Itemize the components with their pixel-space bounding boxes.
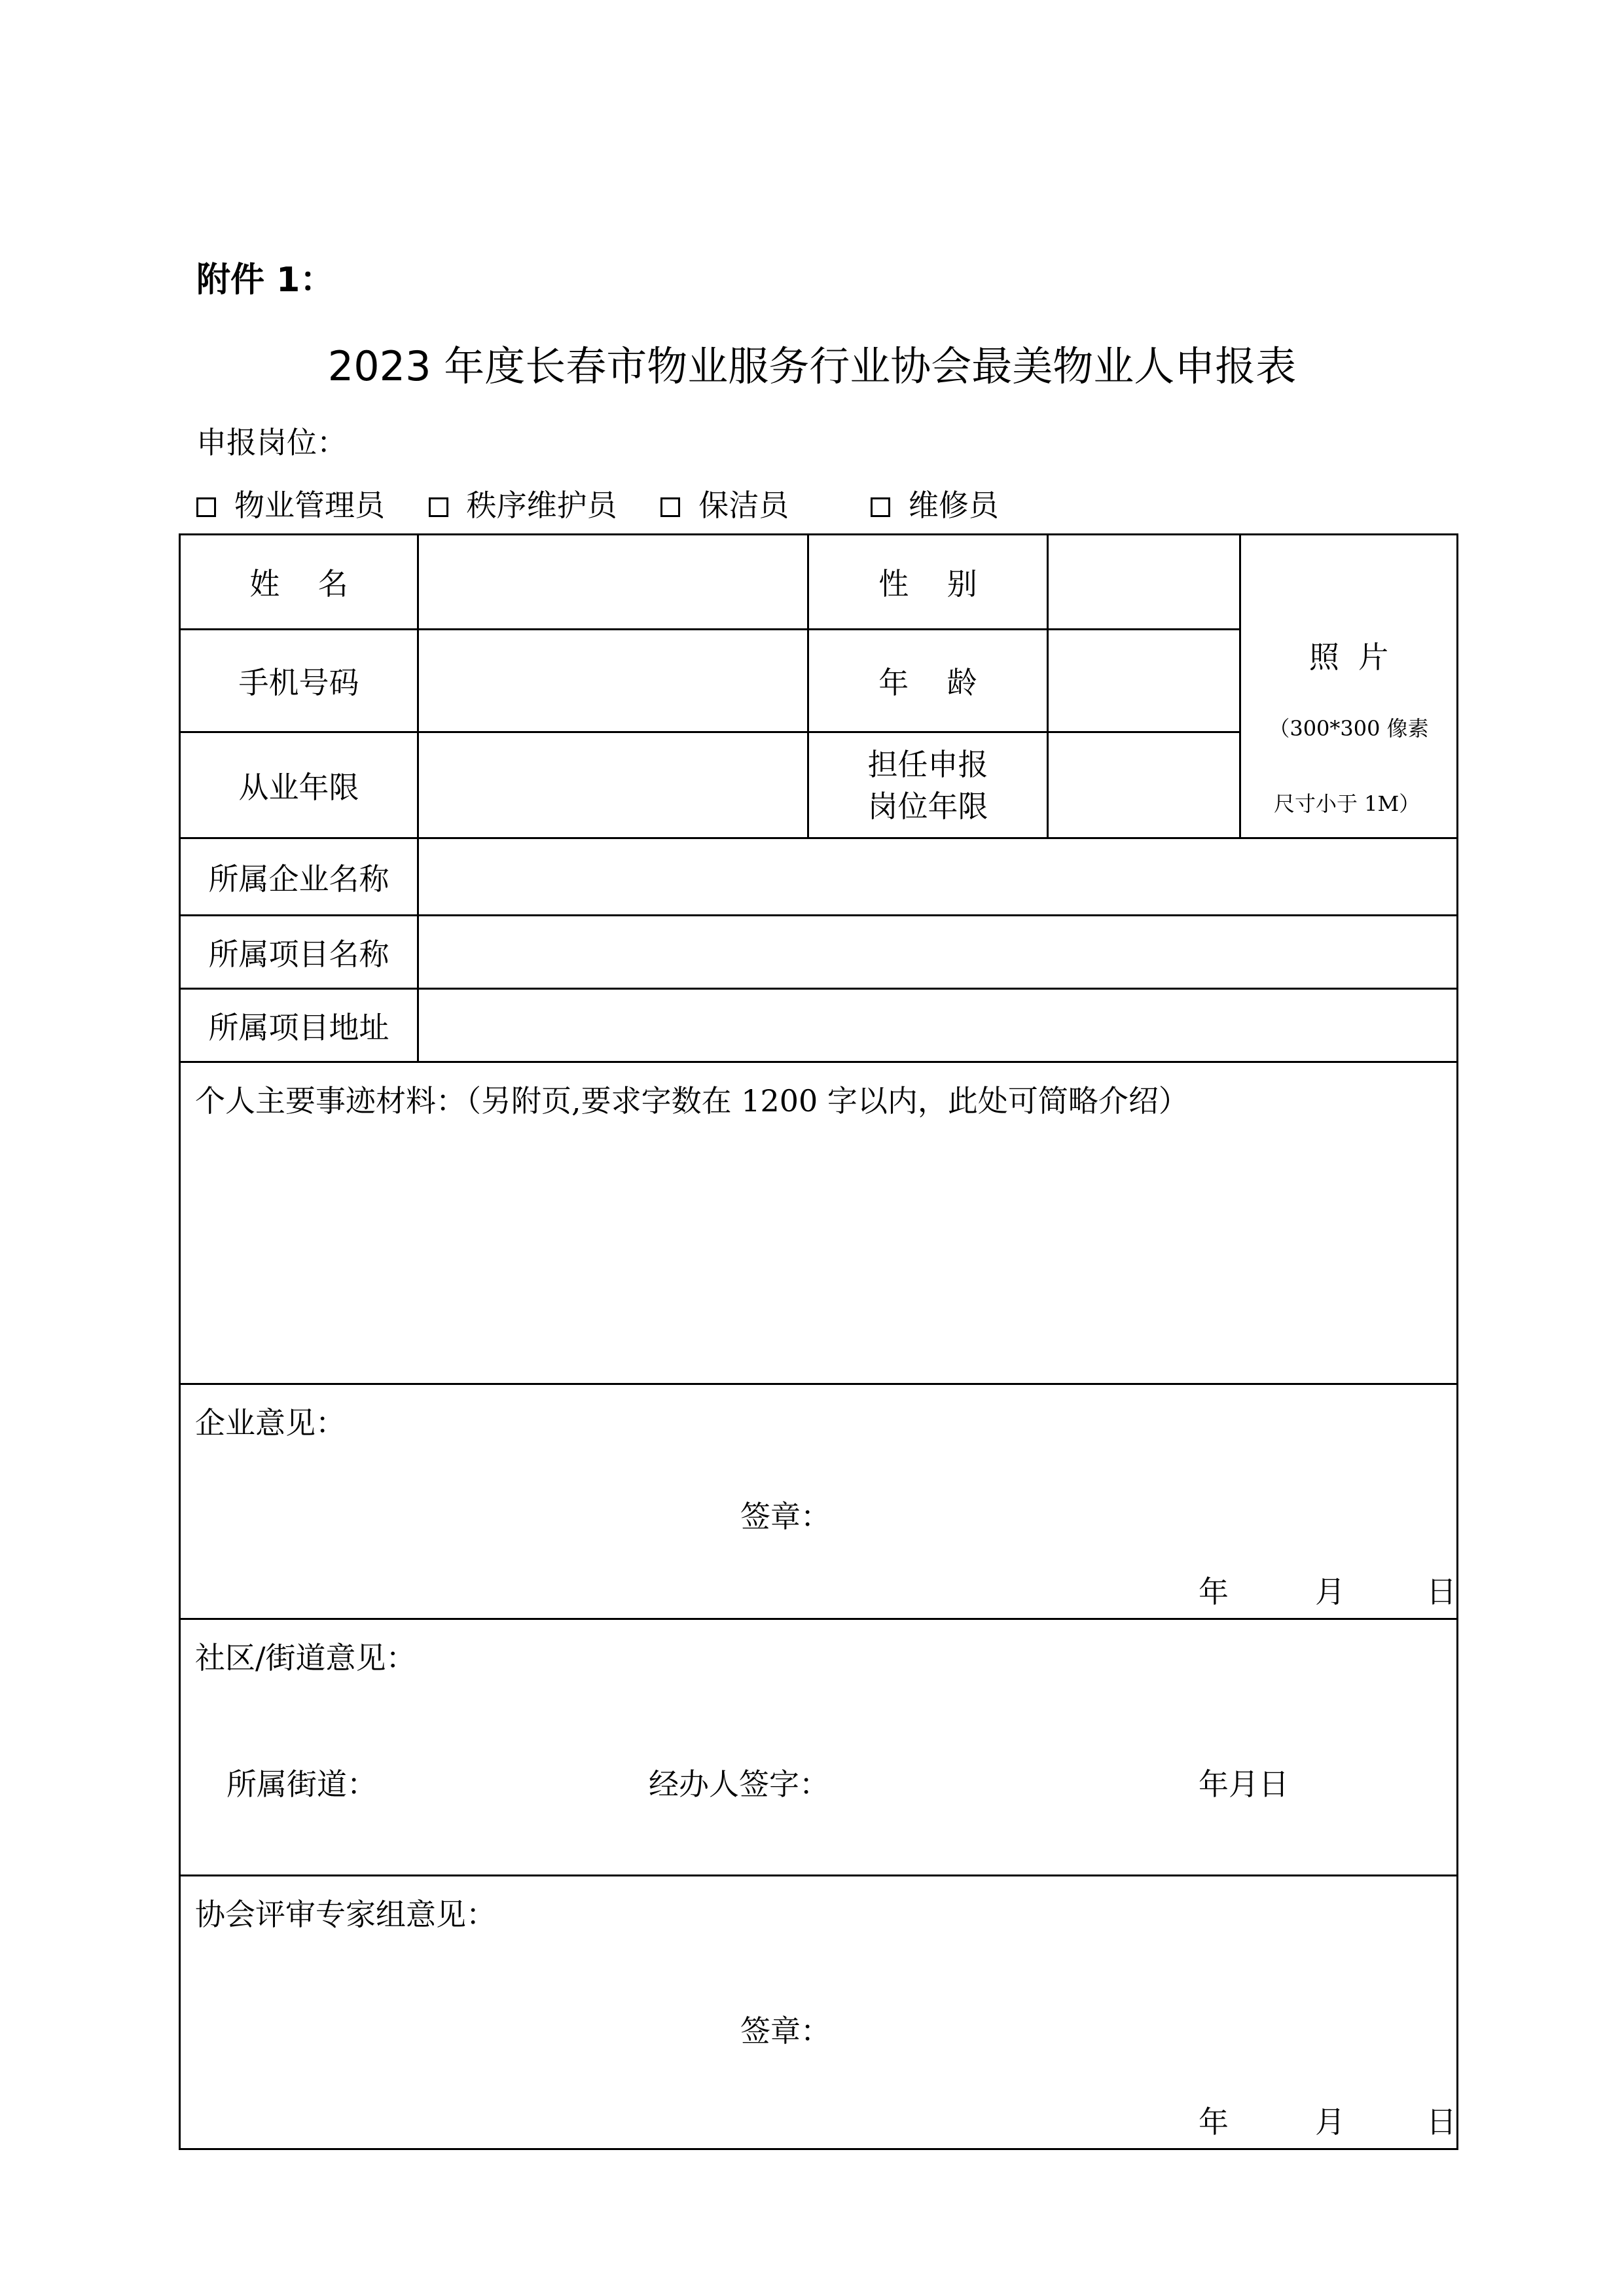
day-label: 日 [1426,1574,1456,1609]
project-field[interactable] [418,916,1458,989]
photo-note-limit: 尺寸小于 1M） [1274,791,1420,816]
expert-opinion-label: 协会评审专家组意见： [195,1897,496,1932]
position-label: 申报岗位： [196,425,347,460]
name-label: 姓 名 [180,535,418,630]
company-field[interactable] [418,838,1458,916]
expert-date [1199,2098,1456,2142]
phone-field[interactable] [418,630,808,732]
gender-field[interactable] [1048,535,1240,630]
name-field[interactable] [418,535,808,630]
option-maintenance[interactable] [871,482,999,525]
option-label: 保洁员 [698,488,789,523]
position-options [196,482,1033,525]
company-label: 所属企业名称 [180,838,418,916]
option-property-manager[interactable] [196,482,385,525]
address-label: 所属项目地址 [180,989,418,1062]
industry-years-label: 从业年限 [180,732,418,838]
position-years-field[interactable] [1048,732,1240,838]
handler-sign-label: 经办人签字： [649,1767,829,1802]
month-label: 月 [1229,1767,1259,1802]
application-form-table [179,533,1458,2150]
option-label: 物业管理员 [234,488,385,523]
checkbox-icon[interactable] [429,497,448,517]
company-date [1199,1568,1456,1611]
position-years-line2: 岗位年限 [867,788,988,824]
year-label: 年 [1199,1767,1229,1802]
checkbox-icon[interactable] [660,497,680,517]
day-label: 日 [1259,1767,1289,1802]
option-security-guard[interactable] [429,482,617,525]
street-label: 所属街道： [226,1767,377,1802]
photo-note-size: （300*300 像素 [1269,716,1429,741]
deeds-cell[interactable] [180,1062,1458,1384]
year-label: 年 [1199,1574,1229,1609]
option-label: 维修员 [908,488,999,523]
option-cleaner[interactable] [660,482,789,525]
community-opinion-label: 社区/街道意见： [195,1640,416,1676]
expert-opinion-cell[interactable] [180,1876,1458,2149]
industry-years-field[interactable] [418,732,808,838]
community-date [1199,1761,1289,1804]
month-label: 月 [1315,1574,1345,1609]
company-opinion-cell[interactable] [180,1384,1458,1619]
deeds-label: 个人主要事迹材料：（另附页,要求字数在 1200 字以内，此处可简略介绍） [195,1083,1189,1119]
address-field[interactable] [418,989,1458,1062]
attachment-label: 附件 1： [196,260,334,300]
photo-title: 照 片 [1308,639,1389,675]
company-seal-label: 签章： [740,1499,831,1534]
option-label: 秩序维护员 [466,488,617,523]
position-years-label [808,732,1048,838]
project-label: 所属项目名称 [180,916,418,989]
company-opinion-label: 企业意见： [195,1405,346,1441]
expert-seal-label: 签章： [740,2013,831,2049]
year-label: 年 [1199,2104,1229,2140]
day-label: 日 [1426,2104,1456,2140]
gender-label: 性 别 [808,535,1048,630]
age-label: 年 龄 [808,630,1048,732]
phone-label: 手机号码 [180,630,418,732]
age-field[interactable] [1048,630,1240,732]
document-title: 2023 年度长春市物业服务行业协会最美物业人申报表 [327,342,1297,390]
position-years-line1: 担任申报 [867,746,988,782]
photo-cell[interactable] [1240,535,1458,838]
community-opinion-cell[interactable] [180,1619,1458,1876]
checkbox-icon[interactable] [196,497,216,517]
month-label: 月 [1315,2104,1345,2140]
checkbox-icon[interactable] [871,497,890,517]
